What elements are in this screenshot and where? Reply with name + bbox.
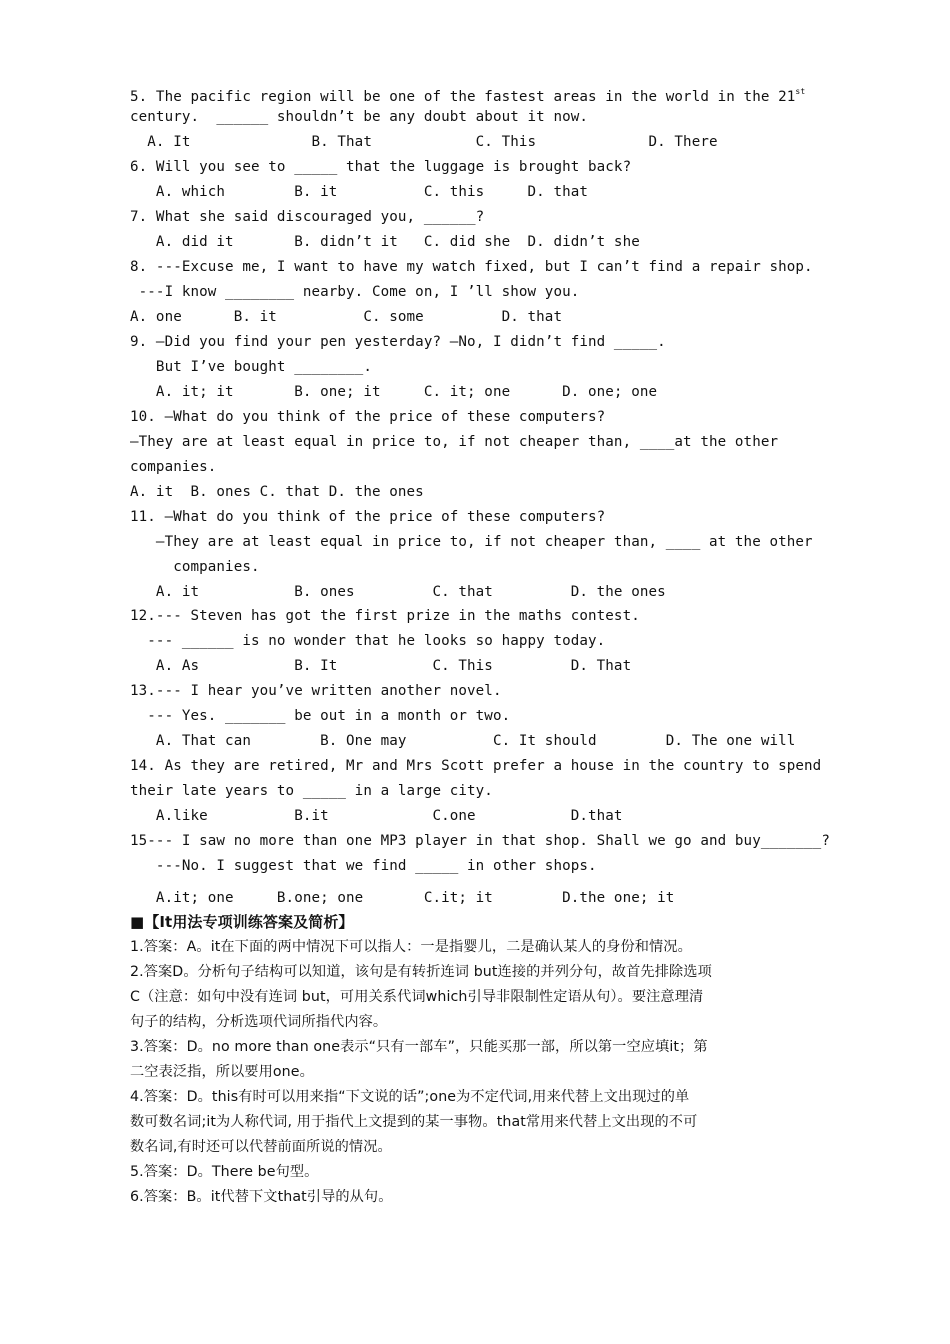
question-15-line-2: ---No. I suggest that we find _____ in other shops. [130,858,597,874]
answer-2-line-3: 句子的结构，分析选项代词所指代内容。 [130,1014,388,1030]
answer-3-line-2: 二空表泛指，所以要用one。 [130,1064,314,1080]
question-9-options: A. it; it B. one; it C. it; one D. one; one [130,384,658,400]
question-5-line-1: 5. The pacific region will be one of the fastest areas in the world in the 21st [130,87,806,105]
answer-2-line-1: 2.答案D。分析句子结构可以知道，该句是有转折连词 but连接的并列分句，故首先排除选项 [130,964,712,980]
question-12-line-1: 12.--- Steven has got the first prize in the maths contest. [130,608,640,624]
question-10-line-2: —They are at least equal in price to, if not cheaper than, ____at the other [130,434,779,450]
answer-4-line-1: 4.答案：D。this有时可以用来指“下文说的话”;one为不定代词,用来代替上文出现过的单 [130,1089,690,1105]
question-10-line-1: 10. —What do you think of the price of these computers? [130,409,606,425]
question-11-line-3: companies. [130,559,260,575]
answer-6: 6.答案：B。it代替下文that引导的从句。 [130,1189,393,1205]
question-11-options: A. it B. ones C. that D. the ones [130,584,666,600]
question-12-line-2: --- ______ is no wonder that he looks so happy today. [130,633,606,649]
question-7-options: A. did it B. didn’t it C. did she D. didn’t she [130,234,640,250]
question-8-line-2: ---I know ________ nearby. Come on, I ’ll show you. [130,284,580,300]
question-11-line-1: 11. —What do you think of the price of these computers? [130,509,606,525]
question-14-line-2: their late years to _____ in a large city. [130,783,493,799]
question-10-options: A. it B. ones C. that D. the ones [130,484,424,500]
answer-5: 5.答案：D。There be句型。 [130,1164,319,1180]
answer-4-line-2: 数可数名词;it为人称代词, 用于指代上文提到的某一事物。that常用来代替上文出现的不可 [130,1114,698,1130]
question-8-options: A. one B. it C. some D. that [130,309,563,325]
answer-4-line-3: 数名词,有时还可以代替前面所说的情况。 [130,1139,392,1155]
question-11-line-2: —They are at least equal in price to, if not cheaper than, ____ at the other [130,534,813,550]
question-9-line-2: But I’ve bought ________. [130,359,372,375]
question-15-options: A.it; one B.one; one C.it; it D.the one; it [130,890,675,906]
question-5-line-2: century. ______ shouldn’t be any doubt about it now. [130,109,589,125]
question-15-line-1: 15--- I saw no more than one MP3 player in that shop. Shall we go and buy_______? [130,833,830,849]
question-5-options: A. It B. That C. This D. There [130,134,718,150]
question-14-options: A.like B.it C.one D.that [130,808,623,824]
question-13-line-1: 13.--- I hear you’ve written another novel. [130,683,502,699]
question-6-line-1: 6. Will you see to _____ that the luggage is brought back? [130,159,632,175]
question-10-line-3: companies. [130,459,217,475]
question-8-line-1: 8. ---Excuse me, I want to have my watch fixed, but I can’t find a repair shop. [130,259,813,275]
answers-heading: ■【It用法专项训练答案及简析】 [130,913,354,931]
question-13-line-2: --- Yes. _______ be out in a month or two. [130,708,511,724]
question-14-line-1: 14. As they are retired, Mr and Mrs Scott prefer a house in the country to spend [130,758,822,774]
answer-1: 1.答案：A。it在下面的两中情况下可以指人：一是指婴儿，二是确认某人的身份和情况。 [130,939,692,955]
question-7-line-1: 7. What she said discouraged you, ______? [130,209,485,225]
answer-3-line-1: 3.答案：D。no more than one表示“只有一部车”，只能买那一部，所以第一空应填it；第 [130,1039,708,1055]
question-12-options: A. As B. It C. This D. That [130,658,632,674]
question-6-options: A. which B. it C. this D. that [130,184,589,200]
answer-2-line-2: C（注意：如句中没有连词 but，可用关系代词which引导非限制性定语从句）。要注意理清 [130,989,704,1005]
question-13-options: A. That can B. One may C. It should D. The one will [130,733,796,749]
question-9-line-1: 9. –Did you find your pen yesterday? –No, I didn’t find _____. [130,334,666,350]
